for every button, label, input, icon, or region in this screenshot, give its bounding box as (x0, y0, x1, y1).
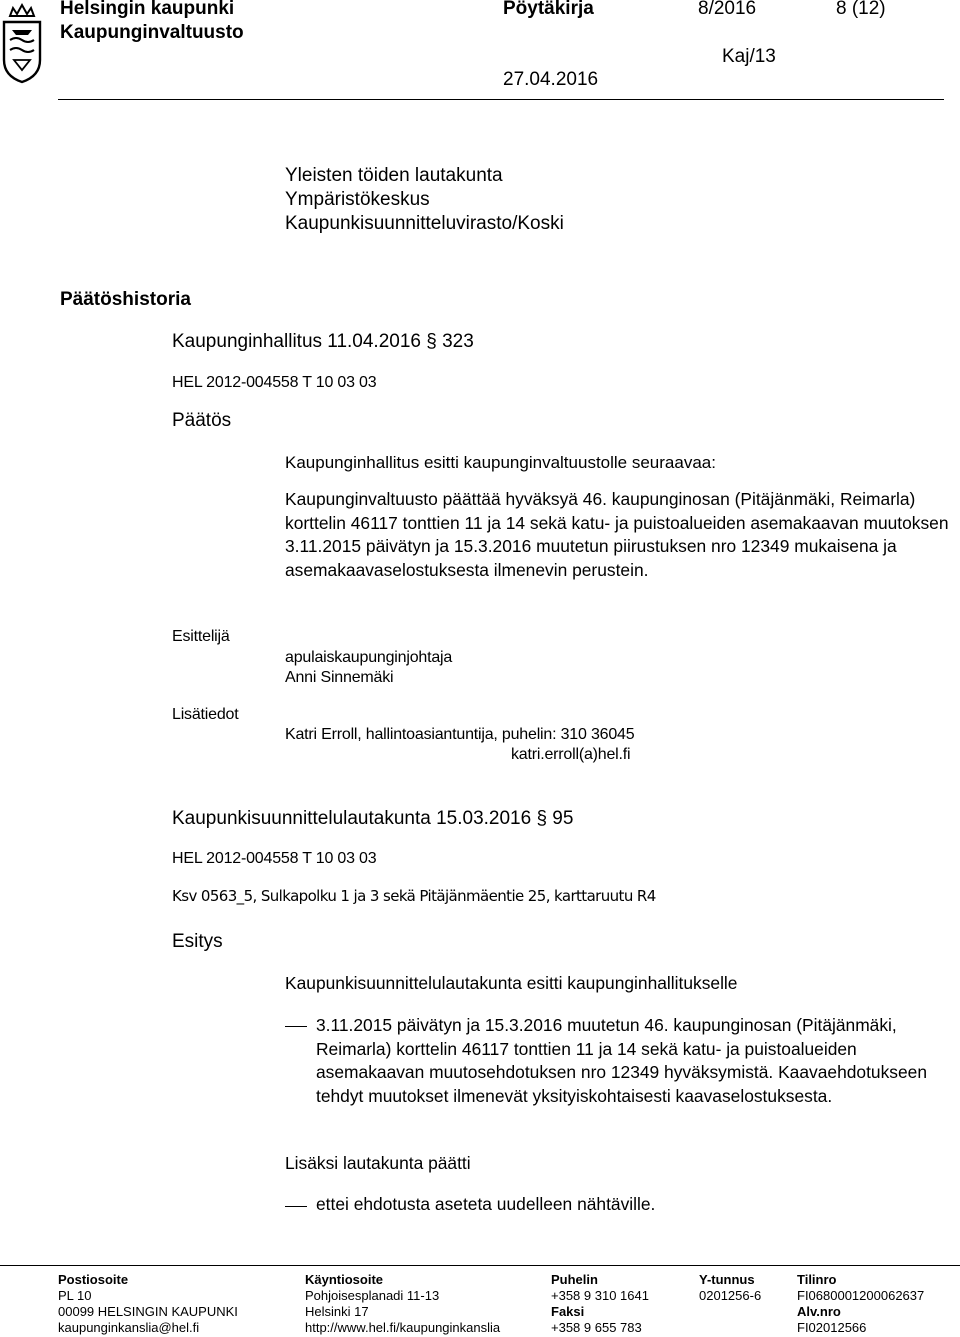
footer-fax-label: Faksi (551, 1304, 585, 1319)
header-doc-type: Pöytäkirja (503, 0, 594, 19)
kh-dnro: HEL 2012-004558 T 10 03 03 (172, 374, 377, 391)
kh-proposal: Kaupunginvaltuusto päättää hyväksyä 46. kaupunginosan (Pitäjänmäki, Reimarla) korttelin 46117 tonttien 11 ja 14 sekä katu- ja puistoalueiden asemakaavan muutoksen 3.11.2015 päivätyn ja 15.3.2016 muutetun piirustuksen nro 12349 mukaisena ja asemakaavaselostuksesta ilmenevin perustein. (285, 489, 949, 580)
footer-postal-city: 00099 HELSINGIN KAUPUNKI (58, 1304, 238, 1319)
footer-visit (305, 1272, 500, 1336)
recipient-2: Ympäristökeskus (285, 189, 430, 210)
header-case: Kaj/13 (722, 46, 776, 67)
footer-divider (0, 1265, 960, 1266)
kh-decision-label: Päätös (172, 410, 232, 431)
footer-account-number: FI0680001200062637 (797, 1288, 925, 1303)
presenter-title: apulaiskaupunginjohtaja (285, 649, 453, 666)
footer-visit-street: Pohjoisesplanadi 11-13 (305, 1288, 440, 1303)
footer-vat-label: Alv.nro (797, 1304, 841, 1319)
kh-line: Kaupunginhallitus 11.04.2016 § 323 (172, 331, 474, 352)
footer-postal-label: Postiosoite (58, 1272, 129, 1287)
footer-website: http://www.hel.fi/kaupunginkanslia (305, 1320, 501, 1335)
bullet-dash-1 (285, 1026, 307, 1027)
bullet-dash-2 (285, 1206, 307, 1207)
header-page: 8 (12) (836, 0, 886, 19)
ksv-line: Kaupunkisuunnittelulautakunta 15.03.2016 § 95 (172, 808, 574, 829)
ksv-bullet-2: ettei ehdotusta aseteta uudelleen nähtäville. (316, 1194, 656, 1214)
footer-business-id-value: 0201256-6 (699, 1288, 762, 1303)
presenter-name: Anni Sinnemäki (285, 669, 394, 686)
footer-email: kaupunginkanslia@hel.fi (58, 1320, 200, 1335)
recipient-1: Yleisten töiden lautakunta (285, 165, 503, 186)
info-email: katri.erroll(a)hel.fi (511, 746, 631, 763)
footer-phone-label: Puhelin (551, 1272, 598, 1287)
header-city: Helsingin kaupunki (60, 0, 235, 19)
footer-visit-label: Käyntiosoite (305, 1272, 384, 1287)
footer-postal (58, 1272, 238, 1336)
footer-postal-box: PL 10 (58, 1288, 92, 1303)
header-divider (58, 99, 944, 100)
header-date: 27.04.2016 (503, 69, 599, 90)
info-label: Lisätiedot (172, 706, 239, 723)
footer-phone (551, 1272, 649, 1336)
header-number: 8/2016 (698, 0, 757, 19)
ksv-ref: Ksv 0563_5, Sulkapolku 1 ja 3 sekä Pitäjänmäentie 25, karttaruutu R4 (172, 887, 656, 905)
ksv-extra: Lisäksi lautakunta päätti (285, 1153, 471, 1173)
helsinki-coat-of-arms-icon (0, 0, 44, 84)
footer-vat-number: FI02012566 (797, 1320, 867, 1335)
footer-fax-number: +358 9 655 783 (551, 1320, 642, 1335)
ksv-bullet-1: 3.11.2015 päivätyn ja 15.3.2016 muutetun 46. kaupunginosan (Pitäjänmäki, Reimarla) korttelin 46117 tonttien 11 ja 14 sekä katu- ja puistoalueiden asemakaavan muutosehdotuksen nro 12349 hyväksymistä. Kaavaehdotukseen tehdyt muutokset ilmenevät yksityiskohtaisesti kaavaselostuksesta. (316, 1015, 927, 1106)
kh-intro: Kaupunginhallitus esitti kaupunginvaltuustolle seuraavaa: (285, 453, 716, 472)
info-contact: Katri Erroll, hallintoasiantuntija, puhelin: 310 36045 (285, 726, 635, 743)
footer-phone-number: +358 9 310 1641 (551, 1288, 649, 1303)
ksv-proposal-label: Esitys (172, 931, 223, 952)
footer-account (797, 1272, 924, 1336)
history-heading: Päätöshistoria (60, 289, 191, 310)
footer-account-label: Tilinro (797, 1272, 837, 1287)
ksv-dnro: HEL 2012-004558 T 10 03 03 (172, 850, 377, 867)
footer-business-id-label: Y-tunnus (699, 1272, 755, 1287)
footer-business-id (699, 1272, 761, 1304)
ksv-intro: Kaupunkisuunnittelulautakunta esitti kaupunginhallitukselle (285, 973, 738, 993)
footer-visit-city: Helsinki 17 (305, 1304, 369, 1319)
presenter-label: Esittelijä (172, 628, 230, 645)
recipient-3: Kaupunkisuunnitteluvirasto/Koski (285, 213, 564, 234)
header-body: Kaupunginvaltuusto (60, 22, 244, 43)
